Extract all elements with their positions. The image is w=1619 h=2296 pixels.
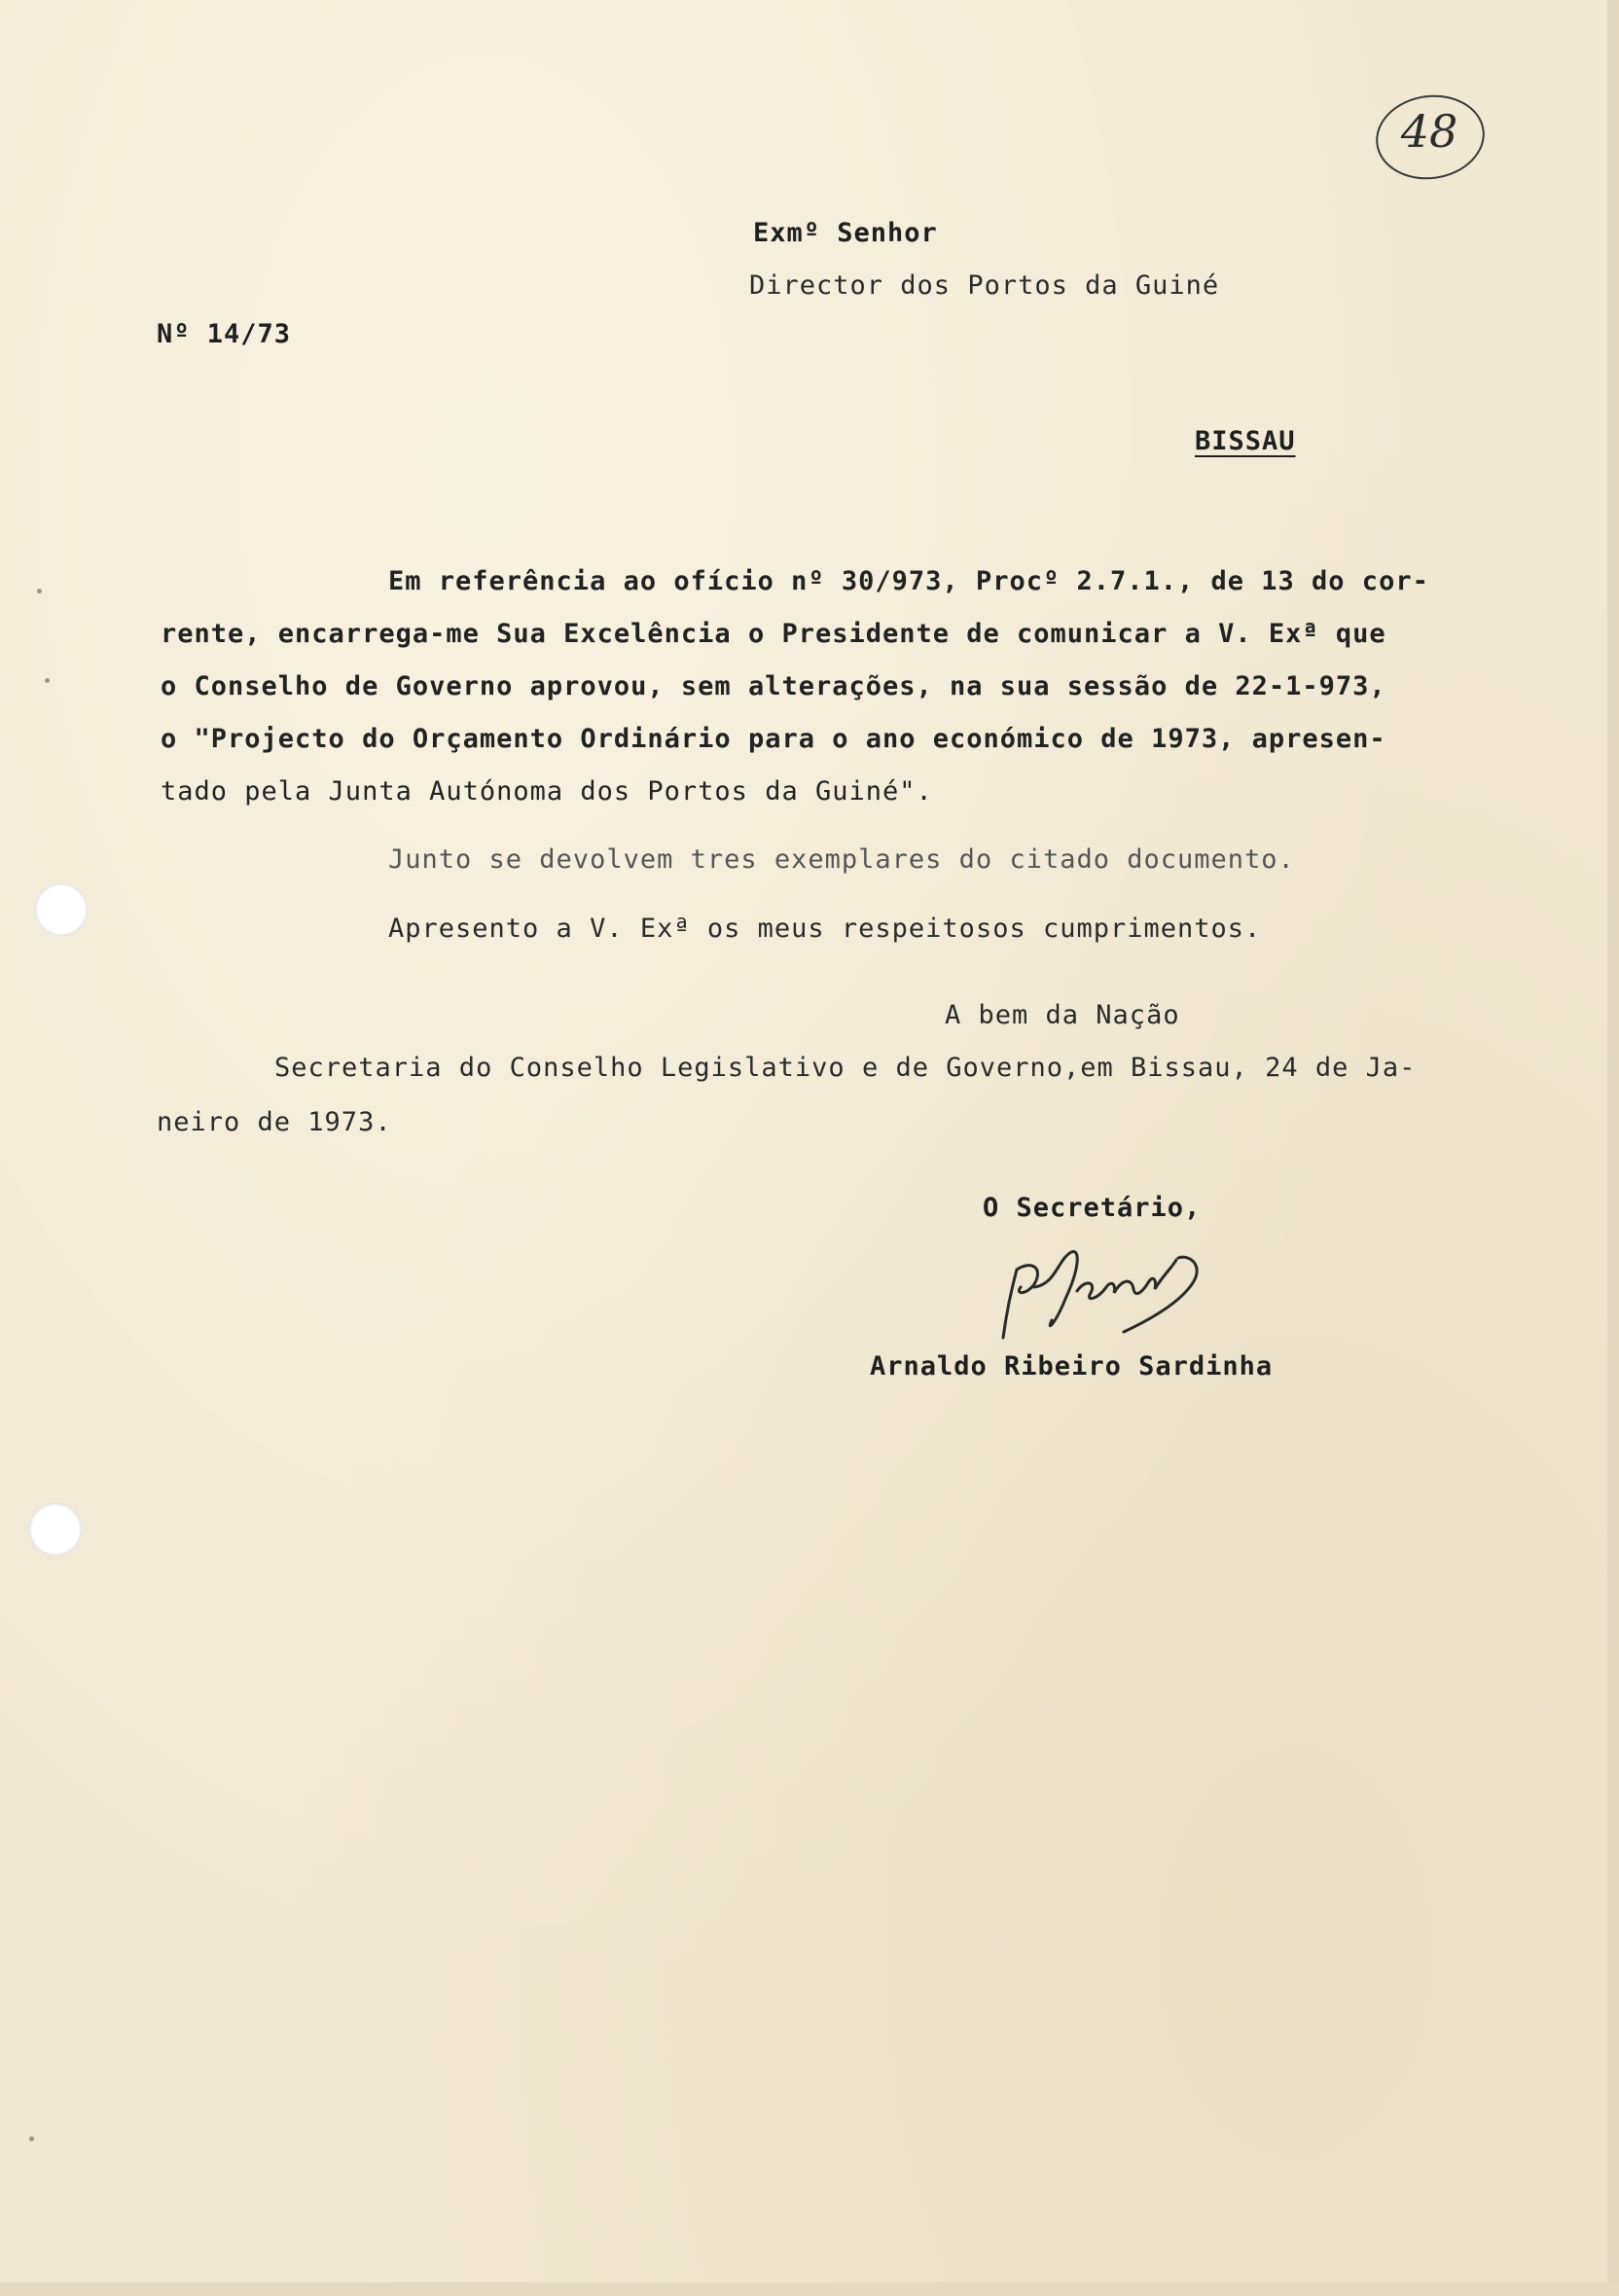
place-date-line: Secretaria do Conselho Legislativo e de Governo,em Bissau, 24 de Ja- [274,1053,1417,1083]
paper-edge-right [1607,0,1619,2296]
signatory-title: O Secretário, [983,1193,1202,1223]
recipient: Director dos Portos da Guiné [749,270,1220,301]
paper-speck [37,589,42,593]
body-line: tado pela Junta Autónoma dos Portos da Guiné". [161,776,933,807]
body-line: rente, encarrega-me Sua Excelência o Presidente de comunicar a V. Exª que [161,619,1386,649]
paper-speck [45,678,50,683]
reference-number: Nº 14/73 [157,319,292,349]
salutation: Exmº Senhor [753,218,938,248]
punch-hole [35,883,88,936]
body-line: o "Projecto do Orçamento Ordinário para o ano económico de 1973, apresen- [161,724,1386,754]
place-date-line: neiro de 1973. [157,1107,392,1137]
paper-edge-bottom [0,2282,1619,2296]
closing-motto: A bem da Nação [945,1000,1180,1030]
body-line: Em referência ao ofício nº 30/973, Procº 2.7.1., de 13 do cor- [388,566,1429,596]
page-number: 48 [1400,105,1458,158]
city: BISSAU [1195,426,1296,456]
body-line: o Conselho de Governo aprovou, sem alterações, na sua sessão de 22-1-973, [161,671,1386,701]
punch-hole [29,1503,82,1556]
paragraph-greetings: Apresento a V. Exª os meus respeitosos cumprimentos. [388,914,1262,944]
signatory-name: Arnaldo Ribeiro Sardinha [870,1351,1274,1381]
paper-speck [29,2136,34,2141]
handwritten-signature [988,1231,1250,1357]
paragraph-returned-copies: Junto se devolvem tres exemplares do citado documento. [388,844,1295,875]
